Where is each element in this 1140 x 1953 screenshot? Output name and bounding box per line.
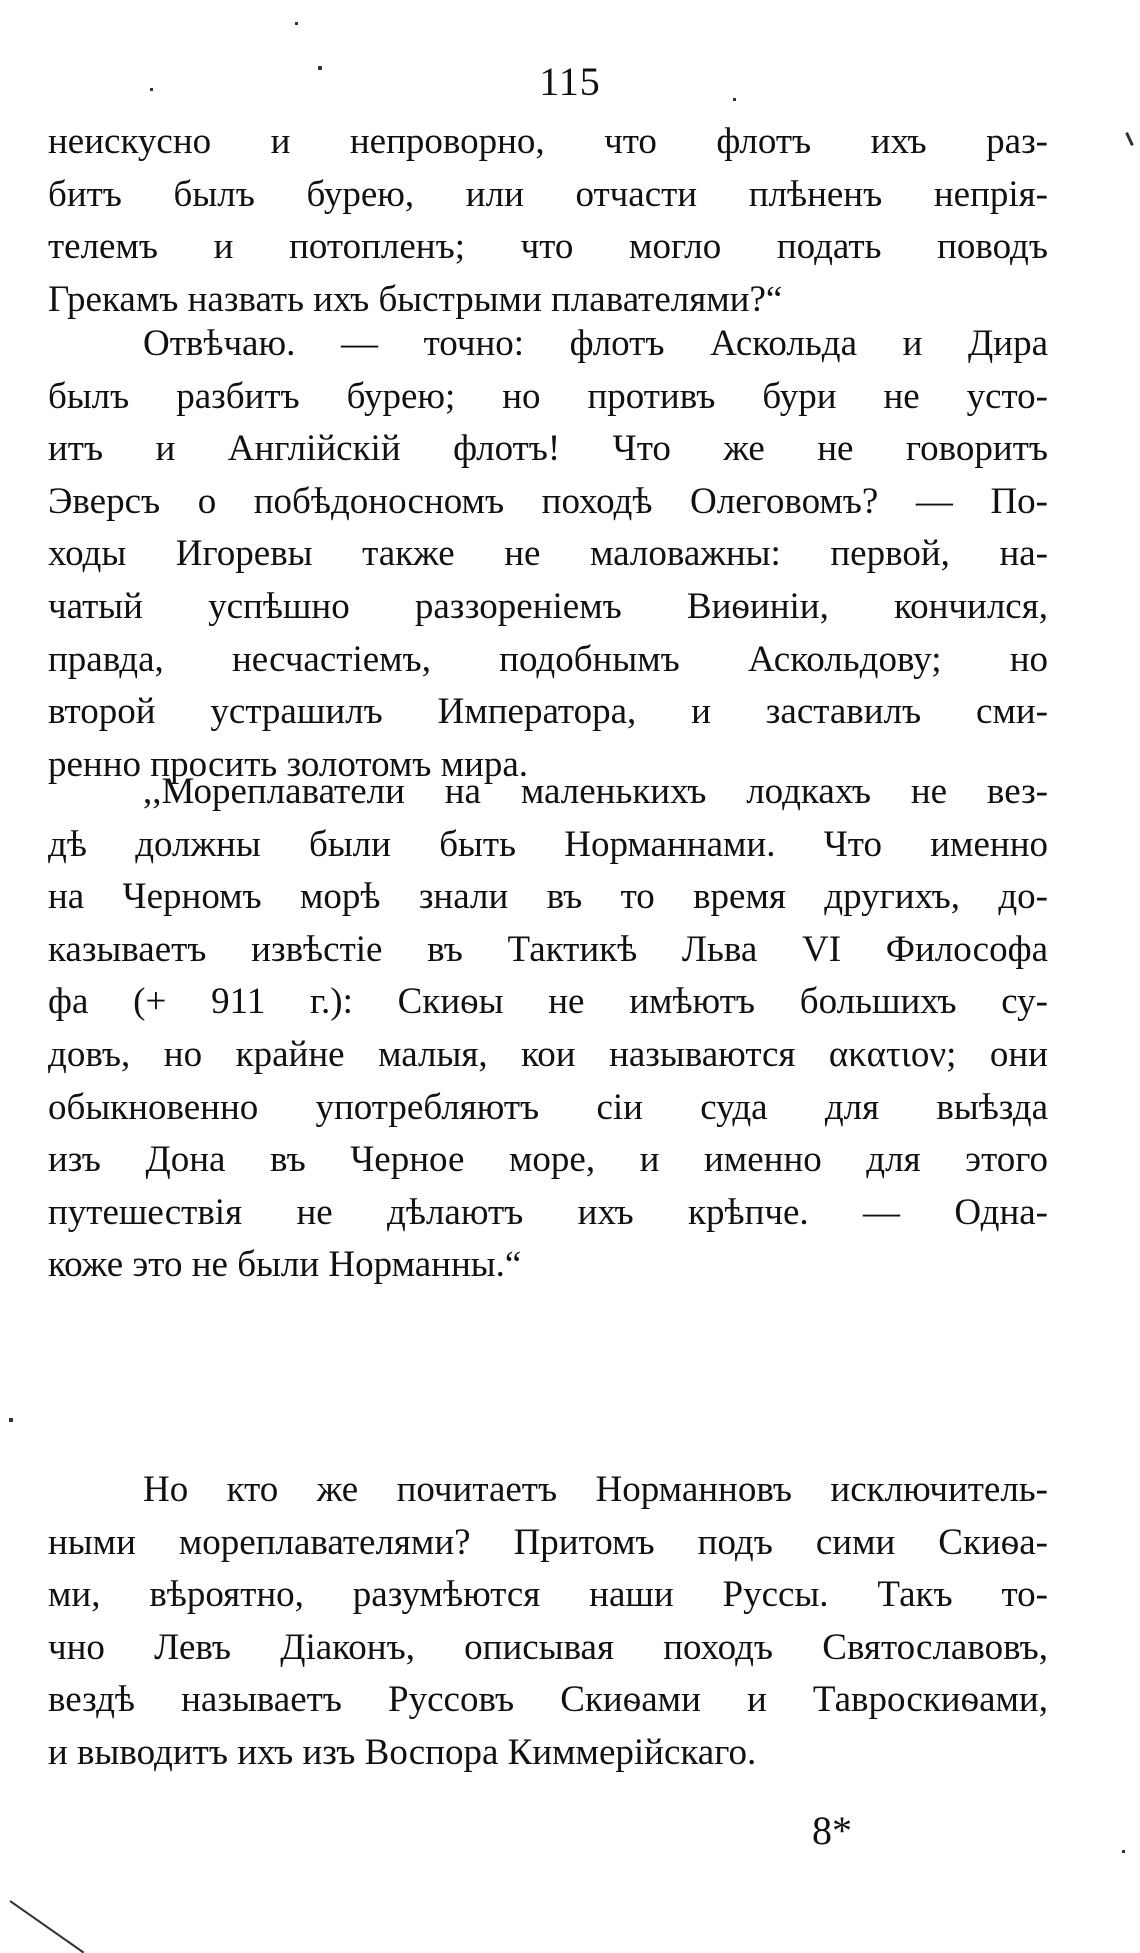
text-line: ми, вѣроятно, разумѣются наши Руссы. Такъ то- [48,1574,1048,1616]
scan-speck [150,88,153,91]
scan-speck [9,1418,13,1422]
scan-speck [295,22,298,25]
text-line: ходы Игоревы также не маловажны: первой, на- [48,533,1048,575]
text-line: фа (+ 911 г.): Скиѳы не имѣютъ большихъ су- [48,981,1048,1023]
text-line: второй устрашилъ Императора, и заставилъ сми- [48,691,1048,733]
text-line: чно Левъ Діаконъ, описывая походъ Святославовъ, [48,1626,1048,1668]
scan-speck [1122,1850,1125,1853]
text-line: телемъ и потопленъ; что могло подать поводъ [48,226,1048,268]
scan-speck [1125,132,1134,146]
text-line: вездѣ называетъ Руссовъ Скиѳами и Тавроскиѳами, [48,1679,1048,1721]
text-line: казываетъ извѣстіе въ Тактикѣ Льва VI Философа [48,928,1048,970]
text-line: ными мореплавателями? Притомъ подъ сими Скиѳа- [48,1521,1048,1563]
paragraph-2 [48,318,1048,791]
text-line: Но кто же почитаетъ Норманновъ исключитель- [143,1469,1048,1510]
text-line: изъ Дона въ Черное море, и именно для этого [48,1139,1048,1181]
text-line: путешествія не дѣлаютъ ихъ крѣпче. — Одна- [48,1191,1048,1233]
paragraph-1 [48,116,1048,326]
text-line: неискусно и непроворно, что флотъ ихъ раз- [48,121,1048,162]
scan-speck [733,98,736,101]
text-line: Эверсъ о побѣдоносномъ походѣ Олеговомъ? — По- [48,480,1048,522]
text-line: чатый успѣшно раззореніемъ Виѳиніи, кончился, [48,585,1048,627]
paragraph-3 [48,766,1048,1292]
signature-mark: 8* [812,1808,852,1853]
text-line: битъ былъ бурею, или отчасти плѣненъ непрія- [48,173,1048,215]
text-line: на Черномъ морѣ знали въ то время другихъ, до- [48,876,1048,918]
text-line: ренно просить золотомъ мира. [48,743,529,785]
text-line: коже это не были Норманны.“ [48,1244,522,1286]
text-line: Отвѣчаю. — точно: флотъ Аскольда и Дира [143,323,1048,364]
text-line: Грекамъ назвать ихъ быстрыми плавателями?“ [48,278,783,320]
scan-speck [318,66,322,70]
text-line: довъ, но крайне малыя, кои называются ακατιον; они [48,1033,1048,1075]
text-line: ,,Мореплаватели на маленькихъ лодкахъ не вез- [143,771,1048,812]
page-number: 115 [539,59,601,104]
text-line: правда, несчастіемъ, подобнымъ Аскольдову; но [48,638,1048,680]
text-line: дѣ должны были быть Норманнами. Что именно [48,823,1048,865]
text-line: обыкновенно употребляютъ сіи суда для выѣзда [48,1086,1048,1128]
text-line: былъ разбитъ бурею; но противъ бури не усто- [48,375,1048,417]
text-line: и выводитъ ихъ изъ Воспора Киммерійскаго. [48,1731,757,1773]
text-line: итъ и Англійскій флотъ! Что же не говоритъ [48,428,1048,470]
scan-speck [9,1900,84,1953]
paragraph-4 [48,1464,1048,1780]
